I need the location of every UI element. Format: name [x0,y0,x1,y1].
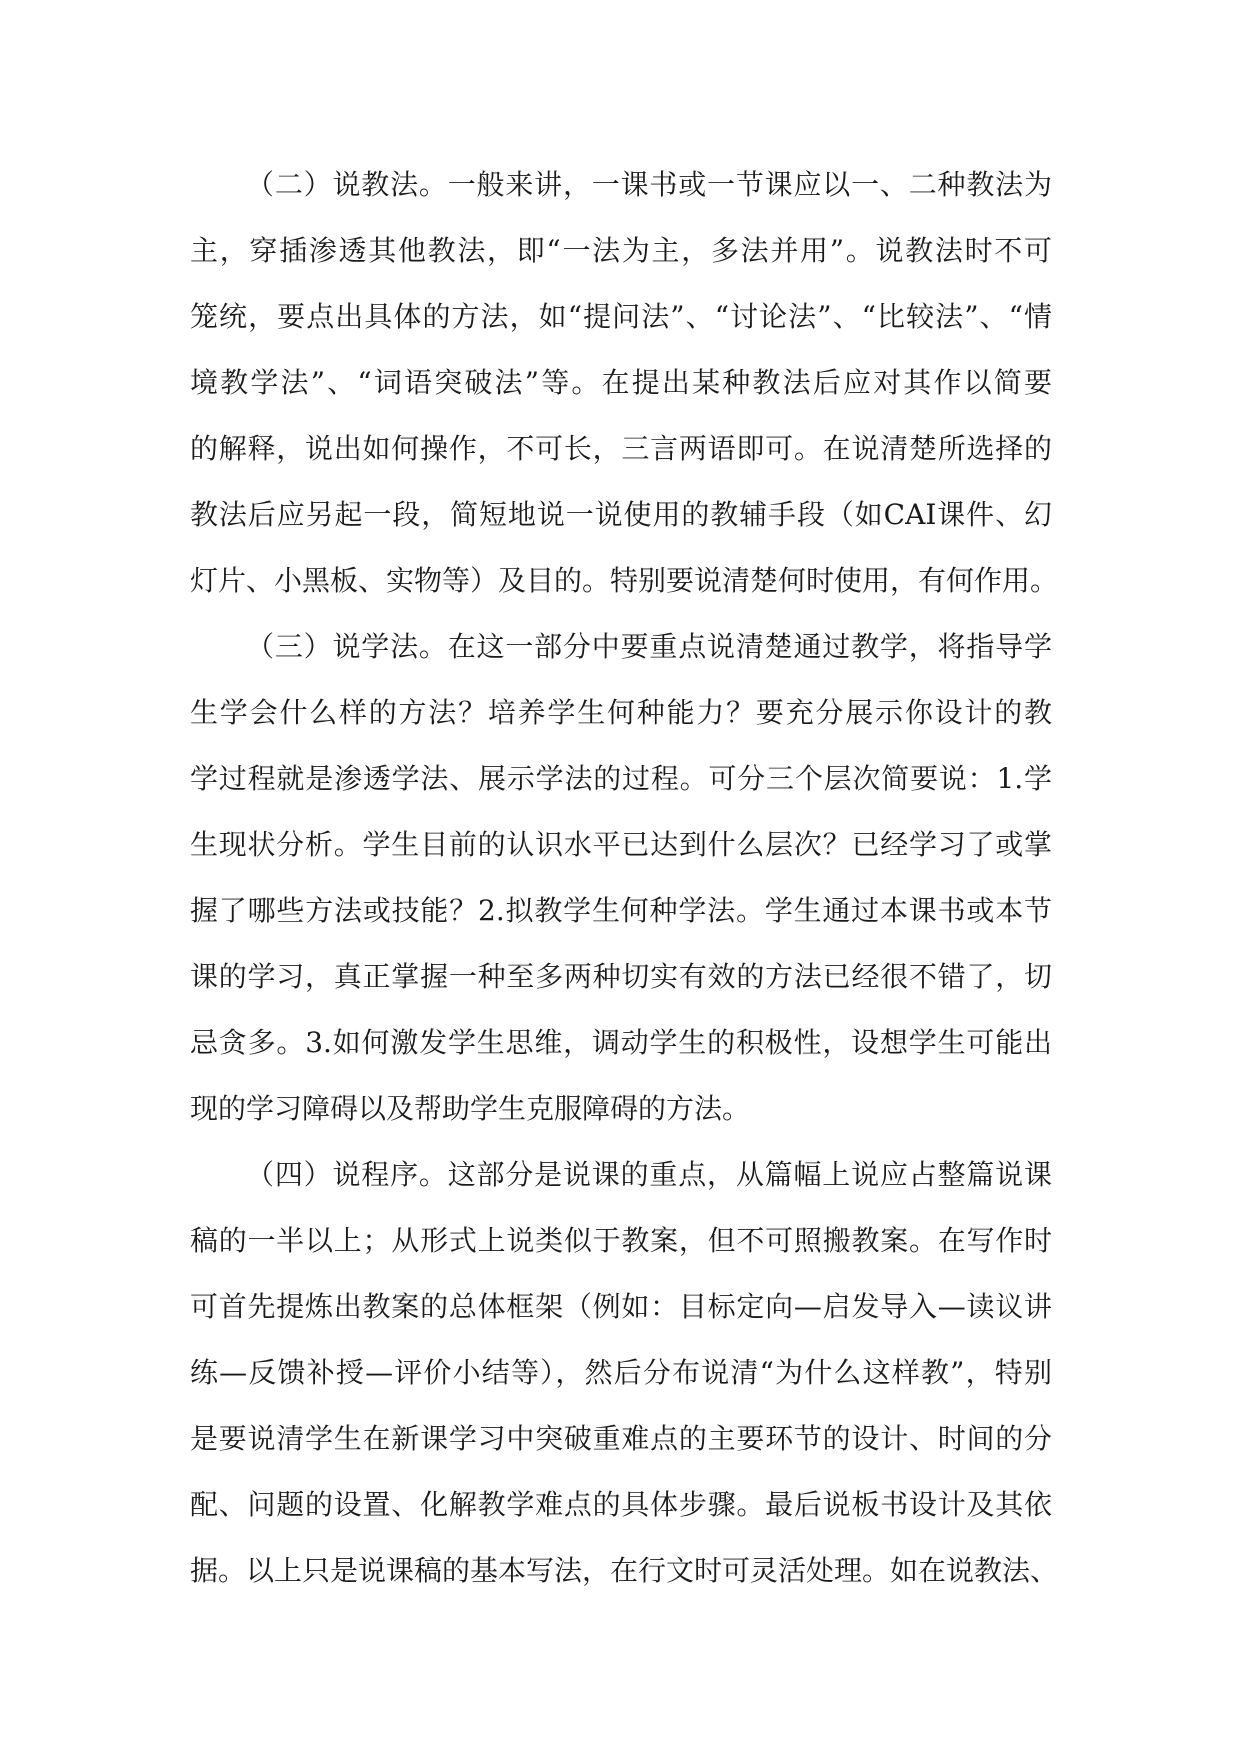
paragraph-2-line-6: 教法后应另起一段，简短地说一说使用的教辅手段（如CAI课件、幻 [190,498,1052,531]
paragraph-3-line-1: （三）说学法。在这一部分中要重点说清楚通过教学，将指导学 [246,630,1052,663]
paragraph-2-line-3: 笼统，要点出具体的方法，如“提问法”、“讨论法”、“比较法”、“情 [190,300,1052,333]
paragraph-4-line-5: 是要说清学生在新课学习中突破重难点的主要环节的设计、时间的分 [190,1422,1052,1455]
paragraph-4-line-2: 稿的一半以上；从形式上说类似于教案，但不可照搬教案。在写作时 [190,1224,1052,1257]
paragraph-3-line-5: 握了哪些方法或技能？2.拟教学生何种学法。学生通过本课书或本节 [190,894,1052,927]
paragraph-3-line-2: 生学会什么样的方法？培养学生何种能力？要充分展示你设计的教 [190,696,1052,729]
paragraph-2-line-4: 境教学法”、“词语突破法”等。在提出某种教法后应对其作以简要 [190,366,1052,399]
paragraph-3-line-7: 忌贪多。3.如何激发学生思维，调动学生的积极性，设想学生可能出 [190,1026,1052,1059]
paragraph-3-line-3: 学过程就是渗透学法、展示学法的过程。可分三个层次简要说：1.学 [190,762,1052,795]
paragraph-3-line-6: 课的学习，真正掌握一种至多两种切实有效的方法已经很不错了，切 [190,960,1052,993]
paragraph-4-line-1: （四）说程序。这部分是说课的重点，从篇幅上说应占整篇说课 [246,1158,1052,1191]
paragraph-4-line-3: 可首先提炼出教案的总体框架（例如：目标定向—启发导入—读议讲 [190,1290,1052,1323]
paragraph-3-line-4: 生现状分析。学生目前的认识水平已达到什么层次？已经学习了或掌 [190,828,1052,861]
paragraph-3-line-8: 现的学习障碍以及帮助学生克服障碍的方法。 [190,1092,751,1125]
paragraph-2-line-7: 灯片、小黑板、实物等）及目的。特别要说清楚何时使用，有何作用。 [190,564,1059,597]
paragraph-4-line-7: 据。以上只是说课稿的基本写法，在行文时可灵活处理。如在说教法、 [190,1554,1059,1587]
paragraph-4-line-6: 配、问题的设置、化解教学难点的具体步骤。最后说板书设计及其依 [190,1488,1052,1521]
paragraph-2-line-1: （二）说教法。一般来讲，一课书或一节课应以一、二种教法为 [246,168,1052,201]
paragraph-4-line-4: 练—反馈补授—评价小结等），然后分布说清“为什么这样教”，特别 [190,1356,1052,1389]
paragraph-2-line-2: 主，穿插渗透其他教法，即“一法为主，多法并用”。说教法时不可 [190,234,1052,267]
paragraph-2-line-5: 的解释，说出如何操作，不可长，三言两语即可。在说清楚所选择的 [190,432,1052,465]
